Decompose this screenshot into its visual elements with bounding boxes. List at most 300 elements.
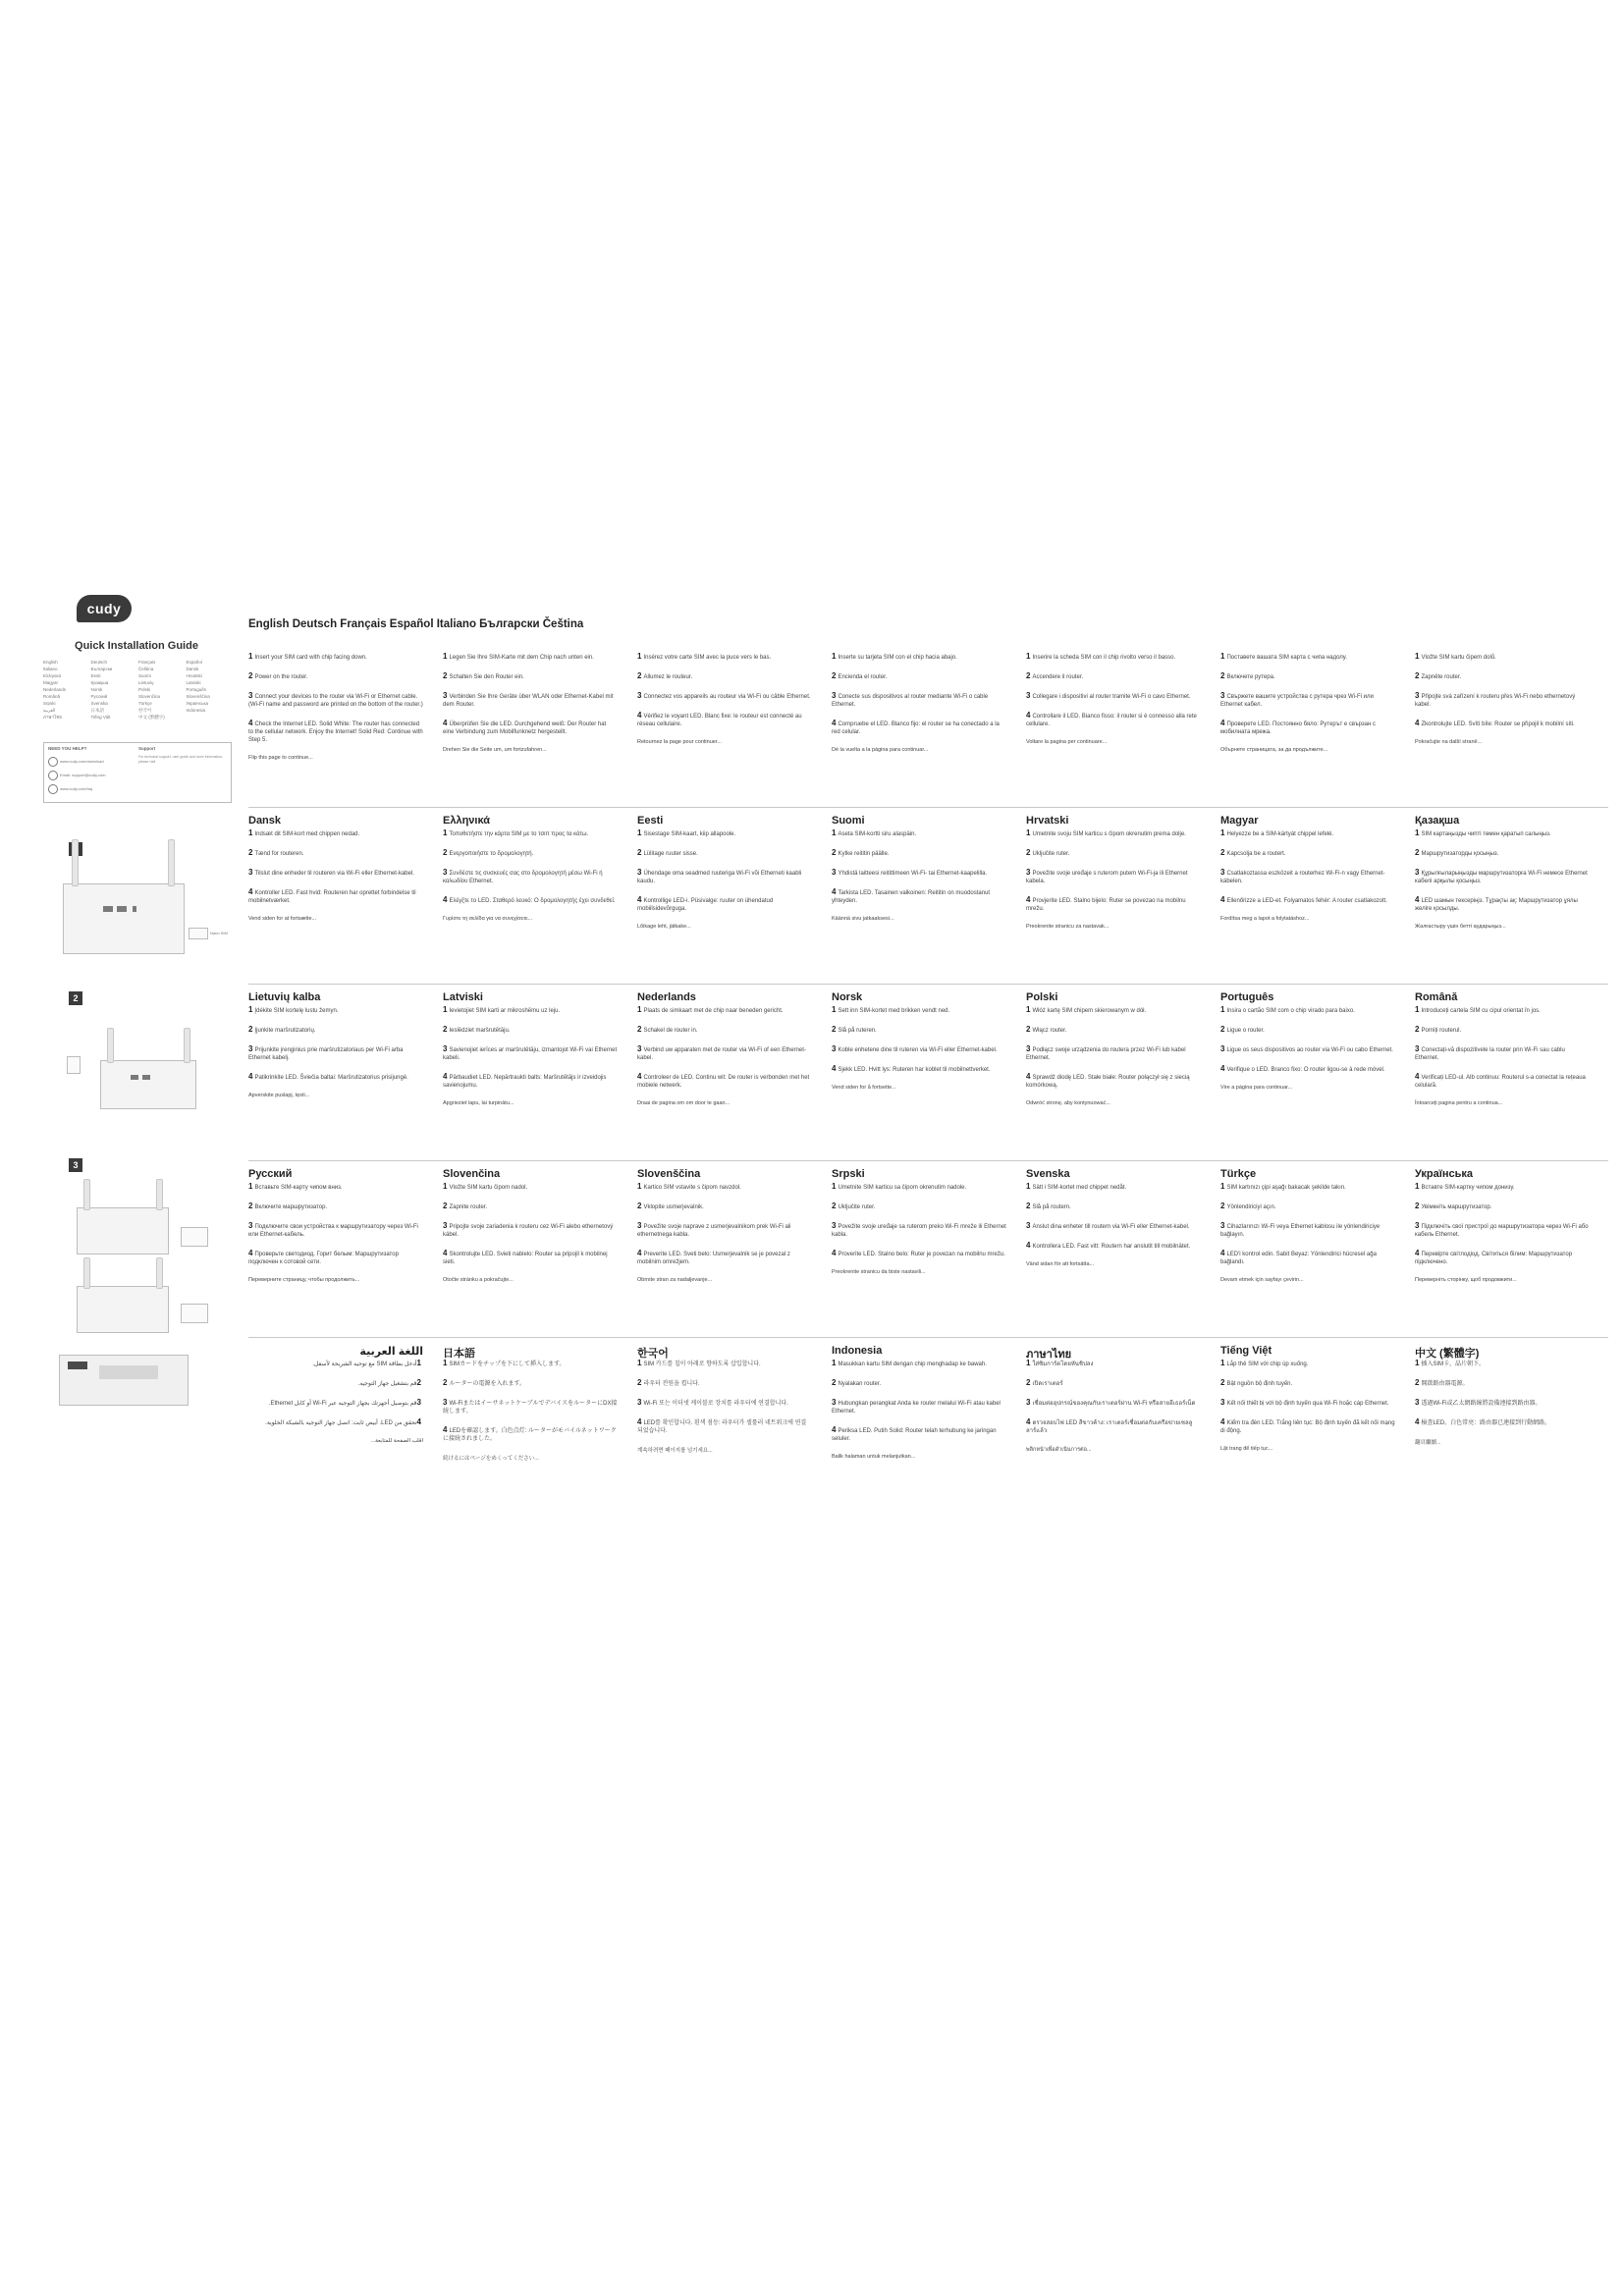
step-text: Vložte SIM kartu čipem dolů.: [1421, 655, 1496, 661]
step-text: Zapnite router.: [449, 1204, 488, 1210]
language-section: [1220, 1168, 1395, 1283]
step-text: Ellenőrizze a LED-et. Folyamatos fehér: A router csatlakozott.: [1226, 898, 1387, 904]
language-section: [1415, 815, 1590, 930]
install-step: [637, 653, 812, 662]
install-step: [1026, 1183, 1201, 1192]
install-step: [248, 869, 423, 878]
step-text: Povežite svoje uređaje s ruterom putem Wi-Fi-ja ili Ethernet kabela.: [1026, 871, 1188, 884]
install-step: [637, 1045, 812, 1062]
step-number: 4: [443, 719, 448, 727]
step-number: 1: [248, 1182, 253, 1191]
install-step: [1220, 692, 1395, 709]
step-text: Включете рутера.: [1226, 674, 1275, 680]
step-text: Подключите свои устройства к маршрутизатору через Wi-Fi или Ethernet-кабель.: [248, 1224, 418, 1238]
continue-note: Dé la vuelta a la página para continuar...: [832, 747, 929, 753]
language-heading: Dansk: [248, 815, 282, 827]
row-divider: [248, 1160, 1608, 1161]
language-section: [637, 991, 812, 1106]
step-text: Introduceți cartela SIM cu cipul orientat în jos.: [1421, 1008, 1541, 1014]
install-step: [832, 1399, 1006, 1415]
language-section: [443, 638, 618, 753]
step-number: 4: [1220, 719, 1225, 727]
install-step: [1220, 1065, 1395, 1074]
install-step: [637, 692, 812, 701]
install-step: [443, 1202, 618, 1211]
continue-note: Fordítsa meg a lapot a folytatáshoz...: [1220, 916, 1310, 922]
install-step: [1415, 1360, 1590, 1368]
antenna: [83, 1179, 90, 1210]
install-step: [443, 1250, 618, 1266]
language-item: Deutsch: [90, 660, 108, 665]
step-number: 1: [1026, 1359, 1031, 1367]
language-section: [248, 638, 423, 761]
step-text: Ühendage oma seadmed ruuteriga Wi-Fi või Etherneti kaabli kaudu.: [637, 871, 802, 884]
install-step: [443, 720, 618, 736]
step-number: 1: [1220, 828, 1225, 837]
globe-icon: [48, 757, 58, 767]
port: [142, 1075, 150, 1080]
language-section: [1026, 638, 1201, 745]
antenna: [72, 839, 79, 886]
step-number: 1: [443, 1182, 448, 1191]
step-number: 4: [832, 1064, 837, 1073]
step-number: 3: [1415, 1221, 1420, 1230]
install-step: [1220, 896, 1395, 905]
step-text: Bật nguồn bộ định tuyến.: [1226, 1381, 1293, 1387]
step-number: 2: [443, 1201, 448, 1210]
install-step: [248, 1073, 423, 1082]
label-logo: [68, 1362, 87, 1369]
step-text: Kontroller LED. Fast hvid: Routeren har oprettet forbindelse til mobilnetværket.: [248, 890, 416, 904]
power-adapter-icon: [67, 1056, 81, 1074]
language-item: Türkçe: [138, 701, 152, 706]
install-step: [1415, 1418, 1590, 1427]
cudy-logo: cudy: [77, 595, 132, 622]
step-number: 2: [637, 1201, 642, 1210]
sim-card-icon: [189, 928, 208, 939]
step-number: 4: [1026, 895, 1031, 904]
install-step: [637, 672, 812, 681]
step-number: 4: [637, 1249, 642, 1257]
install-step: [443, 1379, 618, 1388]
label-sticker: [99, 1365, 158, 1379]
step-number: 3: [248, 1044, 253, 1053]
language-heading: Қазақша: [1415, 815, 1460, 827]
laptop-icon: [181, 1304, 208, 1323]
language-heading: 中文 (繁體字): [1415, 1348, 1480, 1360]
step-number: 4: [248, 719, 253, 727]
step-text: Csatlakoztassa eszközeit a routerhez Wi-Fi-n vagy Ethernet-kábelen.: [1220, 871, 1385, 884]
install-step: [1415, 1399, 1590, 1408]
step-number: 1: [832, 828, 837, 837]
left-panel: [43, 579, 230, 1757]
step-number: 2: [832, 1378, 837, 1387]
install-step: [248, 1250, 423, 1266]
step-text: Schakel de router in.: [643, 1028, 698, 1034]
language-item: Norsk: [90, 687, 103, 692]
step-number: 3: [443, 1398, 448, 1407]
step-text: Tilslut dine enheder til routeren via Wi-Fi eller Ethernet-kabel.: [254, 871, 414, 877]
step-text: Поставете вашата SIM карта с чипа надолу.: [1226, 655, 1347, 661]
install-step: [1415, 720, 1590, 728]
guide-sheet: [0, 579, 1624, 1757]
install-step: [637, 712, 812, 728]
install-step: [443, 1045, 618, 1062]
language-item: Ελληνικά: [43, 673, 62, 678]
step-number: 2: [1220, 1201, 1225, 1210]
language-heading: Srpski: [832, 1168, 865, 1180]
continue-note: Preokrenite stranicu za nastavak...: [1026, 924, 1110, 930]
install-step: [637, 849, 812, 858]
continue-note: Otočte stránku a pokračujte...: [443, 1277, 514, 1283]
install-step: [832, 869, 1006, 878]
install-step: [248, 1183, 423, 1192]
step-number: 3: [248, 691, 253, 700]
install-step: [443, 1360, 618, 1368]
step-text: Plaats de simkaart met de chip naar beneden gericht.: [643, 1008, 784, 1014]
language-heading: Suomi: [832, 815, 865, 827]
continue-note: 翻頁繼續...: [1415, 1440, 1441, 1446]
step-text: Povežite svoje naprave z usmerjevalnikom prek Wi-Fi ali ethernetnega kabla.: [637, 1224, 791, 1238]
install-step: [443, 672, 618, 681]
step-number: 2: [1026, 671, 1031, 680]
language-heading: Română: [1415, 991, 1458, 1003]
continue-note: Odwróć stronę, aby kontynuować...: [1026, 1100, 1110, 1106]
antenna: [107, 1028, 114, 1063]
install-step: [637, 1006, 812, 1015]
install-step: [1220, 1360, 1395, 1368]
step-text: LED를 확인합니다. 흰색 점등: 라우터가 셀룰러 네트워크에 연결되었습니다.: [637, 1420, 807, 1434]
install-step: [637, 1379, 812, 1388]
step-number: 1: [1220, 1005, 1225, 1014]
install-step: [1220, 1418, 1395, 1435]
language-item: Français: [138, 660, 156, 665]
step-text: Provjerite LED. Stalno bijelo: Ruter se povezao na mobilnu mrežu.: [1026, 898, 1186, 912]
install-step: [832, 672, 1006, 681]
install-step: [443, 1026, 618, 1035]
step-text: Umetnite SIM karticu sa čipom okrenutim nadole.: [838, 1185, 967, 1191]
language-section: [832, 1345, 1006, 1460]
install-step: [637, 1418, 812, 1435]
install-step: [832, 720, 1006, 736]
install-step: [1026, 712, 1201, 728]
language-item: Suomi: [138, 673, 151, 678]
step-text: Kapcsolja be a routert.: [1226, 851, 1286, 857]
step-text: Periksa LED. Putih Solid: Router telah terhubung ke jaringan seluler.: [832, 1428, 997, 1442]
install-step: [443, 849, 618, 858]
step-text: Aseta SIM-kortti siru alaspäin.: [838, 831, 917, 837]
step-text: Ελέγξτε το LED. Σταθερό λευκό: Ο δρομολογητής έχει συνδεθεί.: [449, 898, 616, 904]
install-step: [248, 888, 423, 905]
language-heading: Українська: [1415, 1168, 1474, 1180]
step-number: 3: [443, 868, 448, 877]
step-text: Savienojiet ierīces ar maršrutētāju, izmantojot Wi-Fi vai Ethernet kabeli.: [443, 1047, 618, 1061]
language-item: Čeština: [138, 667, 154, 671]
step-number: 1: [443, 828, 448, 837]
help-line[interactable]: www.cudy.com/faq: [60, 786, 93, 791]
install-step: [1026, 1242, 1201, 1251]
install-step: [1026, 672, 1201, 681]
language-heading: Türkçe: [1220, 1168, 1257, 1180]
step-text: Sätt i SIM-kortet med chippet nedåt.: [1032, 1185, 1127, 1191]
step-text: Encienda el router.: [838, 674, 888, 680]
step-number: 1: [832, 1182, 837, 1191]
step-text: 透過Wi-Fi或乙太網路線將設備連接到路由器。: [1421, 1401, 1542, 1407]
language-heading: [1026, 638, 1201, 653]
install-step: [1026, 1222, 1201, 1231]
language-item: Slovenčina: [138, 694, 161, 699]
step-text: SIM 카드를 칩이 아래로 향하도록 삽입합니다.: [643, 1362, 761, 1367]
language-section: [443, 815, 618, 922]
language-heading: Русский: [248, 1168, 293, 1180]
step-number: 4: [1415, 1417, 1420, 1426]
help-line[interactable]: www.cudy.com/download: [60, 759, 104, 764]
step-number: 4: [1220, 1417, 1225, 1426]
language-heading: Slovenščina: [637, 1168, 701, 1180]
language-heading: Hrvatski: [1026, 815, 1069, 827]
step-text: قم بتوصيل أجهزتك بجهاز التوجيه عبر Wi-Fi أو كابل Ethernet.: [268, 1401, 417, 1407]
language-section: [637, 1345, 812, 1454]
step-number: 4: [443, 1425, 448, 1434]
language-heading: 한국어: [637, 1348, 669, 1360]
step-text: Wi-Fi 또는 이더넷 케이블로 장치를 라우터에 연결합니다.: [643, 1401, 788, 1407]
header-languages: English Deutsch Français Español Italiano Български Čeština: [248, 618, 584, 630]
install-step: [832, 829, 1006, 838]
step-number: 3: [1220, 1221, 1225, 1230]
step-text: LED'i kontrol edin. Sabit Beyaz: Yönlendirici hücresel ağa bağlandı.: [1220, 1252, 1377, 1265]
step-number: 3: [1026, 868, 1031, 877]
language-item: Hrvatski: [186, 673, 202, 678]
step-text: Prijunkite įrenginius prie maršrutizatoriaus per Wi-Fi arba Ethernet kabelį.: [248, 1047, 404, 1061]
language-section: [1220, 991, 1395, 1091]
step-number: 4: [1220, 1064, 1225, 1073]
install-step: [443, 1399, 618, 1415]
step-number: 1: [1220, 1182, 1225, 1191]
language-section: [637, 815, 812, 930]
step-number: 2: [1415, 848, 1420, 857]
continue-note: Întoarceți pagina pentru a continua...: [1415, 1100, 1503, 1106]
step-text: Sett inn SIM-kortet med brikken vendt ned.: [838, 1008, 950, 1014]
step-text: Zkontrolujte LED. Svítí bíle: Router se připojil k mobilní síti.: [1421, 721, 1575, 727]
install-step: [1415, 653, 1590, 662]
install-step: [1220, 1222, 1395, 1239]
language-item: Русский: [90, 694, 108, 699]
language-item: Tiếng Việt: [90, 715, 111, 720]
router-illustration-3: [77, 1207, 169, 1255]
step-text: Συνδέστε τις συσκευές σας στο δρομολογητή μέσω Wi-Fi ή καλωδίου Ethernet.: [443, 871, 603, 884]
install-step: [637, 896, 812, 913]
language-heading: Latviski: [443, 991, 483, 1003]
step-number: 3: [1220, 868, 1225, 877]
install-step: [443, 896, 618, 905]
step-text: Indsæt dit SIM-kort med chippen nedad.: [254, 831, 360, 837]
install-step: [1026, 1418, 1201, 1435]
antenna: [168, 839, 175, 886]
step-number: 2: [1415, 1378, 1420, 1387]
antenna: [83, 1257, 90, 1289]
language-heading: 日本語: [443, 1348, 475, 1360]
install-step: [1220, 1379, 1395, 1388]
guide-title: Quick Installation Guide: [75, 640, 198, 652]
install-step: [443, 1183, 618, 1192]
continue-note: 続けるにはページをめくってください...: [443, 1456, 539, 1462]
install-step: [1026, 896, 1201, 913]
step-text: Allumez le routeur.: [643, 674, 693, 680]
step-number: 1: [832, 1005, 837, 1014]
language-heading: Ελληνικά: [443, 815, 490, 827]
step-text: Povežite svoje uređaje sa ruterom preko Wi-Fi mreže ili Ethernet kabla.: [832, 1224, 1006, 1238]
step-text: Pārbaudiet LED. Nepārtraukti balts: Maršrutētājs ir izveidojis savienojumu.: [443, 1075, 607, 1089]
language-section: [832, 991, 1006, 1091]
step-text: 檢查LED。白色常亮：路由器已連接到行動網路。: [1421, 1420, 1551, 1426]
step-number: 2: [416, 1378, 421, 1387]
step-text: Zapněte router.: [1421, 674, 1462, 680]
step-text: Sisestage SIM-kaart, kiip allapoole.: [643, 831, 736, 837]
step-text: Patikrinkite LED. Šviečia baltai: Maršrutizatorius prisijungė.: [254, 1075, 408, 1081]
step-text: Підключіть свої пристрої до маршрутизатора через Wi-Fi або кабель Ethernet.: [1415, 1224, 1589, 1238]
install-step: [832, 1222, 1006, 1239]
install-step: [1220, 1006, 1395, 1015]
language-heading: ภาษาไทย: [1026, 1349, 1072, 1361]
step-number: 1: [1415, 652, 1420, 661]
step-number: 4: [1026, 711, 1031, 720]
install-step: [1415, 1222, 1590, 1239]
install-step: [1026, 1006, 1201, 1015]
step-text: Įdėkite SIM kortelę lustu žemyn.: [254, 1008, 339, 1014]
step-number: 1: [443, 1359, 448, 1367]
install-step: [248, 849, 423, 858]
step-text: Включите маршрутизатор.: [254, 1204, 328, 1210]
step-text: Připojte svá zařízení k routeru přes Wi-Fi nebo ethernetový kabel.: [1415, 694, 1576, 708]
step-number: 4: [1026, 1241, 1031, 1250]
continue-note: Vend siden for å fortsette...: [832, 1085, 896, 1091]
step-number: 3: [637, 1044, 642, 1053]
step-number: 4: [1026, 1072, 1031, 1081]
step-number: 3: [832, 1221, 837, 1230]
install-step: [832, 888, 1006, 905]
language-section: [443, 1345, 618, 1462]
language-section: [1220, 1345, 1395, 1452]
language-item: Lietuvių: [138, 680, 154, 685]
install-step: [1415, 896, 1590, 913]
install-step: [832, 1202, 1006, 1211]
language-heading: Eesti: [637, 815, 664, 827]
step-number: 2: [1026, 848, 1031, 857]
step-text: Włóż kartę SIM chipem skierowanym w dół.: [1032, 1008, 1147, 1014]
language-heading: [832, 638, 1006, 653]
step-text: Connectez vos appareils au routeur via Wi-Fi ou câble Ethernet.: [643, 694, 811, 700]
step-text: Kytke reititin päälle.: [838, 851, 890, 857]
install-step: [443, 692, 618, 709]
step-text: 開啟路由器電源。: [1421, 1381, 1469, 1387]
step-number: 3: [1220, 1398, 1225, 1407]
step-text: Vklopite usmerjevalnik.: [643, 1204, 704, 1210]
step-text: Compruebe el LED. Blanco fijo: el router se ha conectado a la red celular.: [832, 721, 1000, 735]
port: [117, 906, 127, 912]
sim-label: Nano SIM: [210, 931, 228, 935]
step-number: 2: [1220, 848, 1225, 857]
continue-note: Balik halaman untuk melanjutkan...: [832, 1454, 916, 1460]
install-step: [248, 829, 423, 838]
step-number: 4: [1415, 1249, 1420, 1257]
install-step: [443, 653, 618, 662]
continue-note: Переверніть сторінку, щоб продовжити...: [1415, 1277, 1517, 1283]
step-number: 3: [637, 1398, 642, 1407]
step-number: 2: [832, 848, 837, 857]
install-step: [1220, 653, 1395, 662]
row-divider: [248, 1337, 1608, 1338]
step-text: Проверете LED. Постоянно бяло: Рутерът е свързан с мобилната мрежа.: [1220, 721, 1377, 735]
step-text: Vložte SIM kartu čipom nadol.: [449, 1185, 528, 1191]
install-step: [1415, 1006, 1590, 1015]
step-number: 2: [832, 1025, 837, 1034]
step-text: Preverite LED. Sveti belo: Usmerjevalnik se je povezal z mobilnim omrežjem.: [637, 1252, 790, 1265]
install-step: [443, 1006, 618, 1015]
language-heading: Slovenčina: [443, 1168, 501, 1180]
step-number: 1: [832, 652, 837, 661]
step-number: 2: [1026, 1201, 1031, 1210]
router-bottom-label: [59, 1355, 189, 1406]
step-text: Accendere il router.: [1032, 674, 1084, 680]
step-text: Τοποθετήστε την κάρτα SIM με το τσιπ προς τα κάτω.: [449, 831, 589, 837]
language-item: Română: [43, 694, 61, 699]
language-item: ภาษาไทย: [43, 715, 62, 720]
step-text: Nyalakan router.: [838, 1381, 882, 1387]
language-item: Latviski: [186, 680, 201, 685]
step-number: 3: [416, 1398, 421, 1407]
step-number: 2: [1415, 671, 1420, 680]
language-heading: Indonesia: [832, 1345, 883, 1357]
step-number: 1: [1415, 1182, 1420, 1191]
step-number: 1: [1026, 1005, 1031, 1014]
step-number: 4: [637, 1417, 642, 1426]
install-step: [1026, 1026, 1201, 1035]
help-line[interactable]: Email: support@cudy.com: [60, 773, 106, 777]
install-step: [1026, 1045, 1201, 1062]
continue-note: Обърнете страницата, за да продължите...: [1220, 747, 1328, 753]
language-section: [443, 991, 618, 1106]
language-heading: Nederlands: [637, 991, 696, 1003]
step-text: Yhdistä laitteesi reitittimeen Wi-Fi- tai Ethernet-kaapelilla.: [838, 871, 988, 877]
step-number: 4: [416, 1417, 421, 1426]
language-item: Español: [186, 660, 202, 665]
step-number: 4: [1220, 1249, 1225, 1257]
install-step: [1220, 869, 1395, 885]
step-text: أدخل بطاقة SIM مع توجيه الشريحة لأسفل.: [312, 1362, 417, 1367]
step-text: SIM картаңызды чипті төмен қаратып салыңыз.: [1421, 831, 1551, 837]
language-section: [1415, 1345, 1590, 1446]
step-text: قم بتشغيل جهاز التوجيه.: [357, 1381, 417, 1387]
install-step: [248, 1222, 423, 1239]
step-number: 3: [832, 1398, 837, 1407]
step-text: Check the Internet LED. Solid White: The router has connected to the cellular network. Enjoy the Internet! Solid Red: Continue with Step 5.: [248, 721, 423, 743]
continue-note: Preokrenite stranicu da biste nastavili...: [832, 1269, 926, 1275]
language-heading: Svenska: [1026, 1168, 1070, 1180]
step-number: 2: [443, 1025, 448, 1034]
continue-note: Apverskite puslapį, tęsti...: [248, 1093, 310, 1098]
install-step: [1415, 829, 1590, 838]
step-number: 4: [637, 1072, 642, 1081]
faq-icon: [48, 784, 58, 794]
step-number: 3: [832, 868, 837, 877]
language-item: Indonesia: [186, 708, 206, 713]
install-step: [1220, 1026, 1395, 1035]
language-section: [1220, 815, 1395, 922]
step-text: Collegare i dispositivi al router tramite Wi-Fi o cavo Ethernet.: [1032, 694, 1191, 700]
language-section: [248, 1345, 423, 1444]
step-number: 1: [1415, 828, 1420, 837]
language-section: [443, 1168, 618, 1283]
